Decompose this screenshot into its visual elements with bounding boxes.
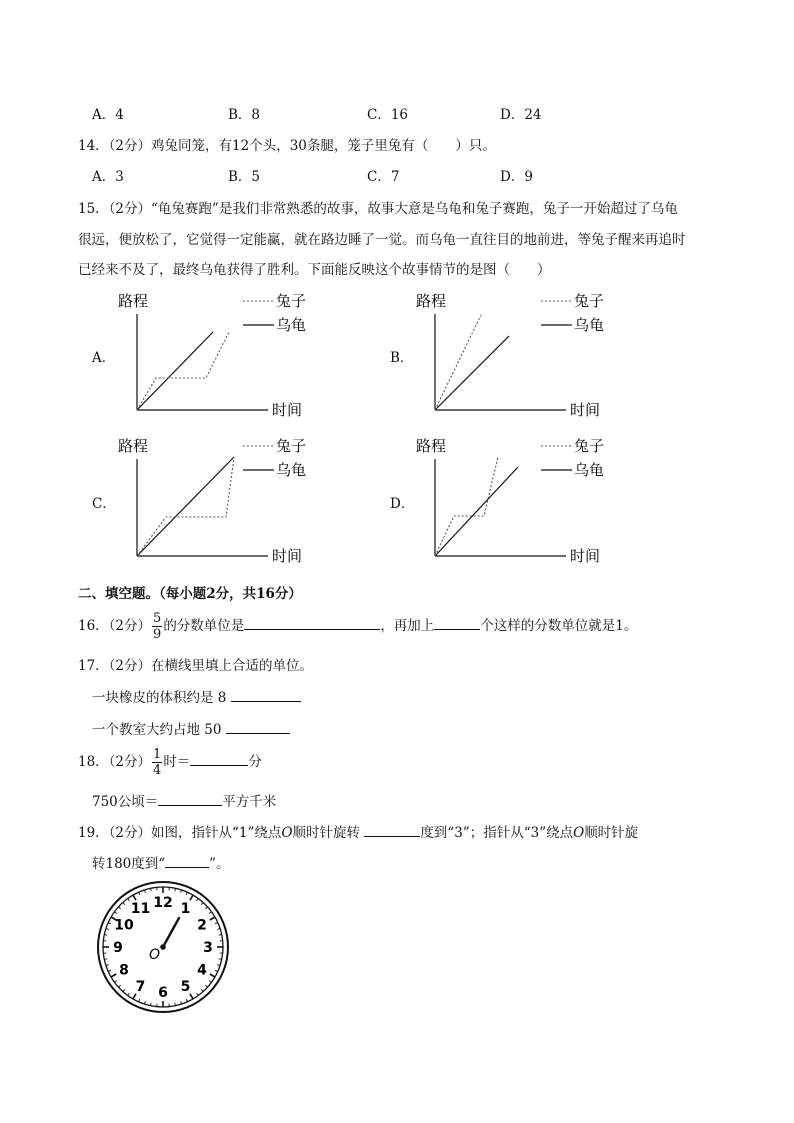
clock-tick bbox=[104, 959, 107, 960]
clock-tick bbox=[151, 888, 152, 891]
q19-line-2 bbox=[92, 852, 230, 872]
clock-center-label: O bbox=[149, 947, 161, 963]
clock-tick bbox=[219, 959, 222, 960]
q19-text-1: 如图，指针从“1”绕点 bbox=[151, 825, 282, 841]
clock-icon bbox=[95, 879, 231, 1015]
graph-c-turtle-line bbox=[137, 457, 234, 556]
q13-option-d: D．24 bbox=[500, 107, 542, 123]
graph-a-rabbit-line bbox=[137, 332, 229, 410]
q18-unit-text: 平方千米 bbox=[222, 794, 277, 810]
q17-eraser-text: 一块橡皮的体积约是 8 bbox=[92, 690, 227, 706]
graph-c-xlabel: 时间 bbox=[272, 547, 303, 565]
graph-d bbox=[416, 435, 616, 567]
q18-blank-1[interactable] bbox=[190, 751, 248, 766]
graph-a-legend-turtle: 乌龟 bbox=[276, 316, 307, 334]
graph-b bbox=[416, 290, 616, 422]
q17-number: 17． bbox=[78, 658, 109, 674]
graph-a-label: A． bbox=[92, 350, 116, 366]
q17-line-2 bbox=[92, 718, 290, 738]
q18-fraction-numerator: 1 bbox=[153, 747, 162, 762]
q19-number: 19． bbox=[78, 825, 109, 841]
graph-d-legend-turtle: 乌龟 bbox=[574, 461, 605, 479]
section-heading-fill-in: 二、填空题。（每小题2分，共16分） bbox=[78, 586, 302, 602]
graph-b-turtle-line bbox=[435, 336, 509, 410]
q16-fraction bbox=[152, 612, 162, 641]
graph-d-turtle-line bbox=[435, 467, 518, 556]
q17-line-1 bbox=[92, 686, 301, 706]
clock-tick bbox=[219, 935, 222, 936]
clock-number: 9 bbox=[113, 940, 123, 956]
q19-blank-1[interactable] bbox=[364, 822, 420, 837]
graph-d-label: D． bbox=[390, 496, 415, 512]
graph-b-label: B． bbox=[390, 350, 414, 366]
clock-tick bbox=[104, 935, 107, 936]
clock-number: 4 bbox=[197, 962, 207, 979]
graph-a-ylabel: 路程 bbox=[118, 292, 149, 310]
q19-point-o-2: O bbox=[573, 825, 585, 841]
q18-hectare-text: 750公顷＝ bbox=[92, 794, 159, 810]
q18-line-2 bbox=[92, 790, 276, 810]
graph-c-legend-rabbit: 兔子 bbox=[276, 437, 307, 455]
graph-d-rabbit-line bbox=[435, 457, 498, 556]
q16-text-3: 个这样的分数单位就是1。 bbox=[480, 618, 638, 634]
q15-text-1: “龟兔赛跑”是我们非常熟悉的故事，故事大意是乌龟和兔子赛跑，兔子一开始超过了乌龟 bbox=[151, 201, 678, 217]
q18-blank-2[interactable] bbox=[158, 791, 222, 806]
clock-number: 7 bbox=[135, 978, 146, 995]
q18-fraction bbox=[152, 748, 162, 777]
graph-a-legend-rabbit: 兔子 bbox=[276, 292, 307, 310]
clock-number: 11 bbox=[130, 901, 151, 918]
graph-b-legend-rabbit: 兔子 bbox=[574, 292, 605, 310]
q17-score: （2分） bbox=[108, 658, 152, 674]
q17-question bbox=[78, 654, 313, 674]
q14-text: 鸡兔同笼，有12个头，30条腿，笼子里兔有（ ）只。 bbox=[151, 138, 496, 154]
q16-score: （2分） bbox=[108, 618, 152, 634]
q19-text-3: 度到“3”；指针从“3”绕点 bbox=[420, 825, 574, 841]
clock-tick bbox=[175, 1003, 176, 1006]
q16-text-2: ，再加上 bbox=[380, 618, 435, 634]
q19-line-2-text-a: 转180度到“ bbox=[92, 856, 166, 872]
q13-option-a: A．4 bbox=[92, 107, 124, 123]
q15-number: 15． bbox=[78, 201, 109, 217]
q19-line-2-text-b: ”。 bbox=[209, 856, 230, 872]
clock-number: 2 bbox=[197, 917, 207, 934]
clock-number: 6 bbox=[158, 985, 168, 1001]
q18-fraction-denominator: 4 bbox=[153, 763, 162, 778]
q19-point-o: O bbox=[281, 825, 293, 841]
q17-blank-1[interactable] bbox=[231, 687, 301, 702]
clock-figure bbox=[95, 879, 231, 1015]
q14-question bbox=[78, 134, 496, 154]
q14-option-a: A．3 bbox=[92, 169, 124, 185]
graph-a bbox=[118, 290, 318, 422]
q14-option-d: D．9 bbox=[500, 169, 533, 185]
graph-d-legend-rabbit: 兔子 bbox=[574, 437, 605, 455]
graph-c-legend-turtle: 乌龟 bbox=[276, 461, 307, 479]
graph-c-ylabel: 路程 bbox=[118, 437, 149, 455]
q13-option-c: C．16 bbox=[367, 107, 409, 123]
q17-classroom-text: 一个教室大约占地 50 bbox=[92, 722, 222, 738]
q14-number: 14． bbox=[78, 138, 109, 154]
q14-option-c: C．7 bbox=[367, 169, 400, 185]
q18-number: 18． bbox=[78, 754, 109, 770]
q16-blank-2[interactable] bbox=[434, 615, 480, 630]
q17-blank-2[interactable] bbox=[226, 719, 290, 734]
q16-text-1: 的分数单位是 bbox=[163, 618, 245, 634]
q18-question bbox=[78, 748, 262, 777]
graph-c bbox=[118, 435, 318, 567]
q14-option-b: B．5 bbox=[228, 169, 261, 185]
clock-tick bbox=[175, 888, 176, 891]
clock-number: 10 bbox=[114, 917, 134, 934]
clock-center bbox=[160, 944, 166, 950]
graph-a-turtle-line bbox=[137, 332, 213, 410]
q19-score: （2分） bbox=[108, 825, 152, 841]
q16-fraction-denominator: 9 bbox=[153, 627, 162, 642]
q15-score: （2分） bbox=[108, 201, 152, 217]
clock-number: 1 bbox=[180, 901, 191, 918]
q19-text-2: 顺时针旋转 bbox=[292, 825, 361, 841]
q16-question bbox=[78, 612, 637, 641]
q18-text-1: 时＝ bbox=[163, 754, 191, 770]
q19-text-4: 顺时针旋 bbox=[584, 825, 639, 841]
q18-score: （2分） bbox=[108, 754, 152, 770]
clock-number: 8 bbox=[119, 962, 129, 979]
q19-blank-2[interactable] bbox=[165, 853, 209, 868]
q16-blank-1[interactable] bbox=[244, 615, 380, 630]
q15-line-2: 很远，便放松了，它觉得一定能赢，就在路边睡了一觉。而乌龟一直往目的地前进，等兔子醒来再追时 bbox=[78, 232, 686, 248]
q15-line-3: 已经来不及了，最终乌龟获得了胜利。下面能反映这个故事情节的是图（ ） bbox=[78, 262, 551, 278]
graph-b-rabbit-line bbox=[435, 315, 481, 410]
q13-option-b: B．8 bbox=[228, 107, 261, 123]
clock-number: 3 bbox=[203, 940, 213, 956]
graph-b-xlabel: 时间 bbox=[570, 401, 601, 419]
graph-b-legend-turtle: 乌龟 bbox=[574, 316, 605, 334]
q15-line-1 bbox=[78, 197, 678, 217]
clock-number: 12 bbox=[153, 895, 173, 911]
clock-number: 5 bbox=[180, 978, 191, 995]
graph-b-ylabel: 路程 bbox=[416, 292, 447, 310]
q19-line-1 bbox=[78, 821, 638, 841]
graph-c-label: C． bbox=[92, 496, 116, 512]
graph-d-xlabel: 时间 bbox=[570, 547, 601, 565]
q16-fraction-numerator: 5 bbox=[153, 611, 162, 626]
clock-tick bbox=[151, 1003, 152, 1006]
graph-d-ylabel: 路程 bbox=[416, 437, 447, 455]
graph-a-xlabel: 时间 bbox=[272, 401, 303, 419]
q14-score: （2分） bbox=[108, 138, 152, 154]
q16-number: 16． bbox=[78, 618, 109, 634]
q17-text: 在横线里填上合适的单位。 bbox=[151, 658, 314, 674]
q18-text-2: 分 bbox=[248, 754, 262, 770]
